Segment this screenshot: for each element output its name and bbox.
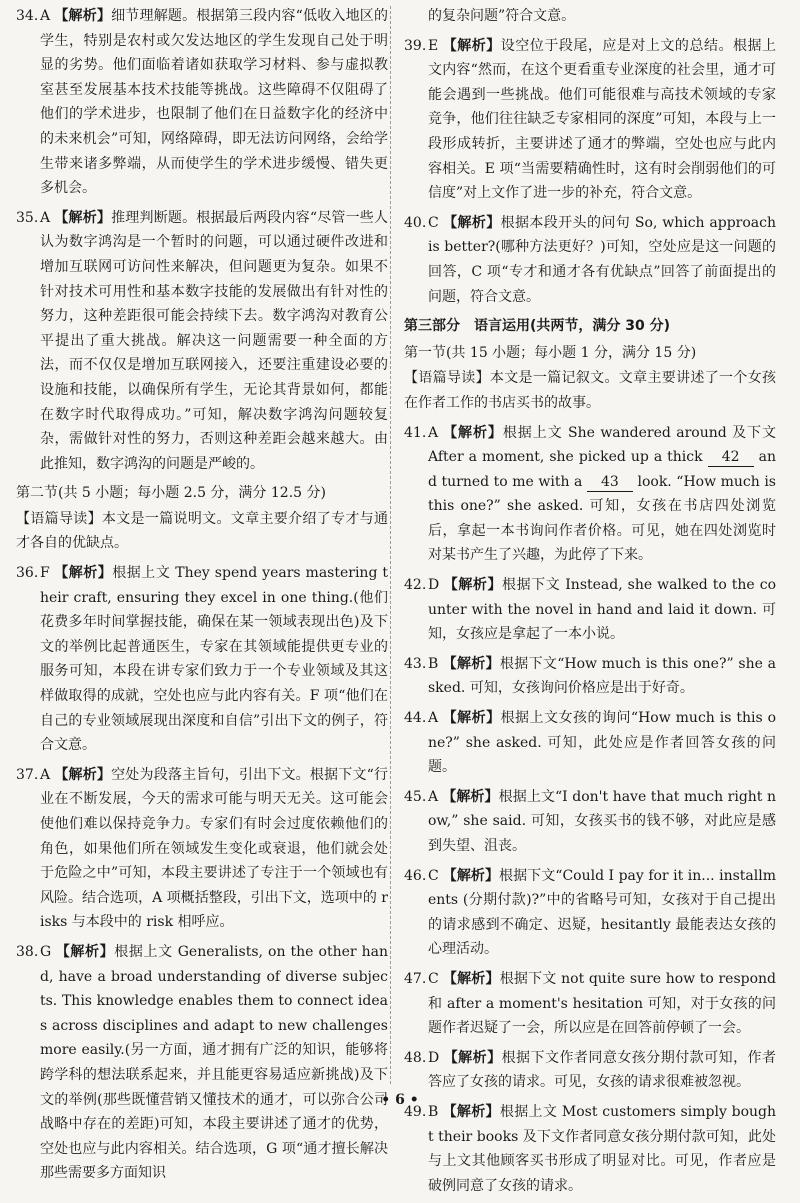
explanation-text: 根据下文 not quite sure how to respond 和 after a moment's hesitation 可知，对于女孩的问题作者迟疑了一会，所以应是在回答前停顿了一会。 <box>428 970 776 1037</box>
item-number: 39. <box>404 37 427 54</box>
part-3-header: 第三部分 语言运用(共两节，满分 30 分) <box>404 318 671 335</box>
analysis-tag: 【解析】 <box>443 1049 502 1066</box>
analysis-tag: 【解析】 <box>442 970 500 987</box>
answer-letter: D <box>428 1049 440 1066</box>
item-number: 49. <box>404 1103 427 1120</box>
answer-letter: A <box>40 8 51 24</box>
item-number: 36. <box>16 565 39 582</box>
answer-letter: A <box>40 209 51 226</box>
answer-letter: C <box>428 214 439 231</box>
item-number: 47. <box>404 970 427 987</box>
right-column <box>404 4 776 1203</box>
answer-letter: B <box>428 1103 439 1120</box>
explanation-text: 根据下文 Instead, she walked to the counter with the novel in hand and laid it down. 可知，女孩应是拿起了一本小说。 <box>428 577 776 643</box>
explanation-text: 根据下文作者同意女孩分期付款可知，作者答应了女孩的请求。可见，女孩的请求很难被忽视。 <box>428 1049 777 1091</box>
answer-letter: C <box>428 970 439 987</box>
answer-item-42 <box>404 573 776 647</box>
explanation-text: 设空位于段尾，应是对上文的总结。根据上文内容“然而，在这个更看重专业深度的社会里，通才可能会遇到一些挑战。他们可能很难与高技术领域的专家竞争，他们往往缺乏专家相同的深度”可知，本段与上一段形成转折，主要讲述了通才的弊端，空处也应与此内容相关。E 项“当需要精确性时，这有时会削弱他们的可信度”对上文作了进一步的补充，符合文意。 <box>428 37 777 202</box>
analysis-tag: 【解析】 <box>442 788 499 805</box>
analysis-tag: 【解析】 <box>442 655 500 672</box>
answer-item-48 <box>404 1046 776 1095</box>
analysis-tag: 【解析】 <box>442 867 500 884</box>
analysis-tag: 【解析】 <box>442 37 501 54</box>
answer-letter: A <box>40 766 51 783</box>
item-number: 41. <box>404 424 427 441</box>
item-number: 34. <box>16 8 39 24</box>
answer-letter: C <box>428 867 439 884</box>
answer-item-38-continued: 的复杂问题”符合文意。 <box>428 8 576 24</box>
analysis-tag: 【解析】 <box>442 424 503 441</box>
analysis-tag: 【解析】 <box>442 1103 500 1120</box>
item-number: 48. <box>404 1049 427 1066</box>
explanation-text: 根据上文 They spend years mastering their craft, ensuring they excel in one thing.(他们花费多年时间掌握技能，确保在某一领域表现出色)及下文的举例比起普通医生，专家在其领域能提供更专业的服务可知，本段在讲专家们致力于一个专业领域及其这样做取得的成就，空处也应与此内容有关。F 项“他们在自己的专业领域展现出深度和自信”引出下文的例子，符合文意。 <box>40 565 389 754</box>
answer-item-45 <box>404 785 776 859</box>
analysis-tag: 【解析】 <box>443 577 503 594</box>
answer-letter: A <box>428 710 439 727</box>
item-number: 38. <box>16 943 39 960</box>
analysis-tag: 【解析】 <box>54 766 112 783</box>
analysis-tag: 【解析】 <box>53 565 113 582</box>
explanation-text: 根据下文“Could I pay for it in... installments (分期付款)?”中的省略号可知，女孩对于自己提出的请求感到不确定、迟疑，hesitantly 最能表达女孩的心理活动。 <box>428 867 776 958</box>
explanation-text: 根据本段开头的问句 So, which approach is better?(哪种方法更好？)可知，空处应是这一问题的回答，C 项“专才和通才各有优缺点”回答了前面提出的问题，符合文意。 <box>428 214 776 305</box>
answer-item-41 <box>404 421 776 569</box>
item-number: 45. <box>404 788 427 805</box>
explanation-text: 推理判断题。根据最后两段内容“尽管一些人认为数字鸿沟是一个暂时的问题，可以通过硬件改进和增加互联网可访问性来解决，但问题更为复杂。如果不针对技术可用性和基本数字技能的发展做出有针对性的努力，这种差距很可能会持续下去。数字鸿沟对教育公平提出了重大挑战。解决这一问题需要一种全面的方法，而不仅仅是增加互联网接入，还要注重建设必要的设施和技能，以确保所有学生，无论其背景如何，都能在数字时代取得成功。”可知，解决数字鸿沟问题较复杂，需做针对性的努力，否则这种差距会越来越大。由此推知，数字鸿沟的问题是严峻的。 <box>40 209 389 472</box>
section-1-header: 第一节(共 15 小题；每小题 1 分，满分 15 分) <box>404 344 697 361</box>
answer-letter: A <box>428 788 439 805</box>
answer-item-47 <box>404 967 776 1041</box>
item-number: 35. <box>16 209 39 226</box>
section-2-header: 第二节(共 5 小题；每小题 2.5 分，满分 12.5 分) <box>16 485 326 502</box>
item-number: 42. <box>404 577 427 594</box>
answer-item-49 <box>404 1100 776 1198</box>
item-number: 46. <box>404 867 427 884</box>
page-number: • 6 • <box>381 1092 419 1108</box>
analysis-tag: 【解析】 <box>54 209 112 226</box>
answer-item-46 <box>404 864 776 962</box>
blank-43: 43 <box>587 473 633 492</box>
explanation-text: 根据上文 Most customers simply bought their books 及下文作者同意女孩分期付款可知，此处与上文其他顾客买书形成了明显对比。可见，作者应是破例同意了女孩的请求。 <box>428 1103 777 1194</box>
blank-42: 42 <box>708 448 754 467</box>
answer-item-37 <box>16 763 388 935</box>
explanation-text: 根据上文 Generalists, on the other hand, have a broad understanding of diverse subjects. This knowledge enables them to connect ideas across disciplines and adapt to new challenges more easily.(另一方面，通才拥有广泛的知识，能够将跨学科的想法联系起来，并且能更容易适应新挑战)及下文的举例(那些既懂营销又懂技术的通才，可以弥合公司战略中存在的差距)可知，本段主要讲述了通才的优势，空处也应与此内容相关。结合选项，G 项“通才擅长解决那些需要多方面知识 <box>40 943 389 1182</box>
explanation-text: 根据上文“I don't have that much right now,” she said. 可知，女孩买书的钱不够，对此应是感到失望、沮丧。 <box>428 788 776 854</box>
answer-item-34 <box>16 4 388 201</box>
answer-item-39 <box>404 34 776 206</box>
analysis-tag: 【解析】 <box>54 8 112 24</box>
left-column <box>16 4 388 1191</box>
column-divider <box>390 6 391 1084</box>
answer-item-36 <box>16 561 388 758</box>
explanation-text: 细节理解题。根据第三段内容“低收入地区的学生，特别是农村或欠发达地区的学生发现自己处于明显的劣势。他们面临着诸如获取学习材料、参与虚拟教室甚至发展基本技术技能等挑战。这些障碍不仅阻碍了他们的学术进步，也限制了他们在日益数字化的经济中的未来机会”可知，网络障碍，即无法访问网络，会给学生带来诸多弊端，从而使学生的学术进步缓慢、错失更多机会。 <box>40 8 389 197</box>
explanation-text: look. “How much is this one?” she asked. 可知，女孩在书店四处浏览后，拿起一本书询问作者价格。可见，她在四处浏览时对某书产生了兴趣，为此停了下来。 <box>428 473 776 564</box>
explanation-text: 根据下文“How much is this one?” she asked. 可知，女孩询问价格应是出于好奇。 <box>428 655 776 697</box>
explanation-text: 空处为段落主旨句，引出下文。根据下文“行业在不断发展，今天的需求可能与明天无关。这可能会使他们难以保持竞争力。专家们有时会过度依赖他们的角色，如果他们所在领域发生变化或衰退，他们就会处于危险之中”可知，本段主要讲述了专注于一个领域也有风险。结合选项，A 项概括整段，引出下文，选项中的 risks 与本段中的 risk 相呼应。 <box>40 766 389 931</box>
analysis-tag: 【解析】 <box>442 214 501 231</box>
analysis-tag: 【解析】 <box>55 943 115 960</box>
answer-item-44 <box>404 706 776 780</box>
item-number: 44. <box>404 710 427 727</box>
answer-item-43 <box>404 652 776 701</box>
item-number: 37. <box>16 766 39 783</box>
answer-letter: G <box>40 943 52 960</box>
answer-item-38 <box>16 940 388 1186</box>
answer-item-40 <box>404 211 776 309</box>
explanation-text: and turned to me with a <box>428 449 776 490</box>
answer-item-35 <box>16 206 388 477</box>
item-number: 43. <box>404 655 427 672</box>
answer-letter: B <box>428 655 439 672</box>
section-2-guide: 【语篇导读】本文是一篇说明文。文章主要介绍了专才与通才各自的优缺点。 <box>16 510 388 552</box>
item-number: 40. <box>404 214 427 231</box>
analysis-tag: 【解析】 <box>442 710 501 727</box>
answer-letter: E <box>428 37 439 54</box>
answer-letter: D <box>428 577 440 594</box>
section-1-guide: 【语篇导读】本文是一篇记叙文。文章主要讲述了一个女孩在作者工作的书店买书的故事。 <box>404 370 776 411</box>
answer-letter: A <box>428 424 439 441</box>
explanation-text: 根据上文 She wandered around 及下文 After a moment, she picked up a thick <box>428 424 776 466</box>
explanation-text: 根据上文女孩的询问“How much is this one?” she asked. 可知，此处应是作者回答女孩的问题。 <box>428 710 777 776</box>
answer-letter: F <box>40 565 50 582</box>
